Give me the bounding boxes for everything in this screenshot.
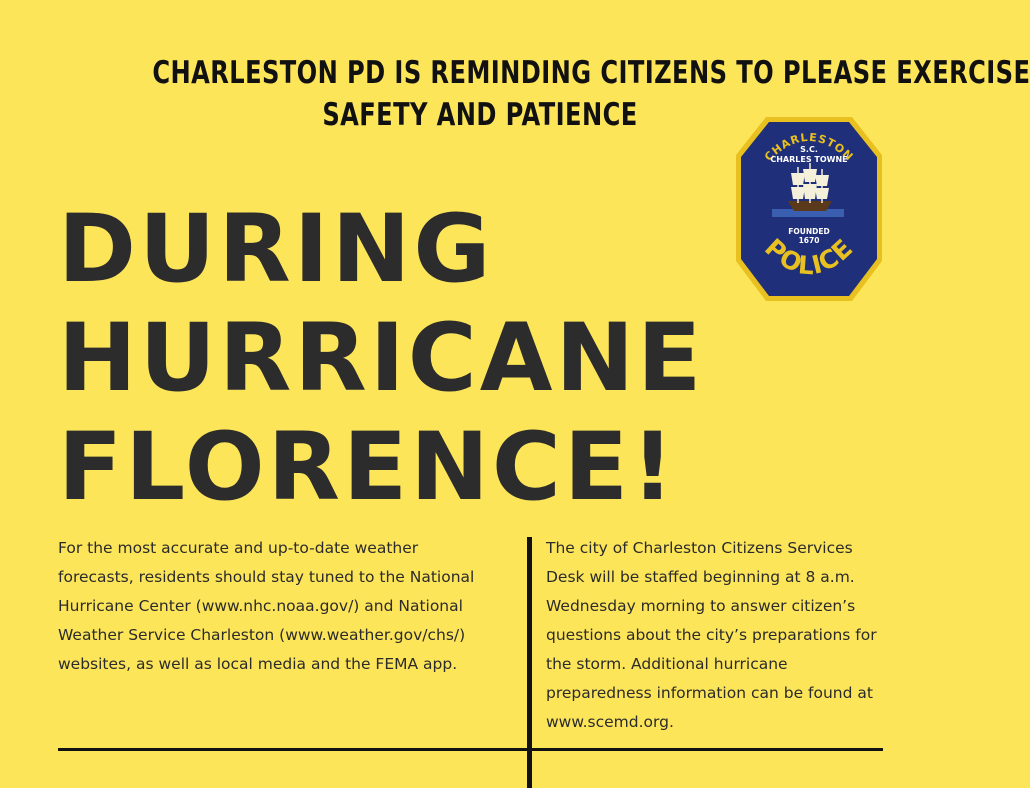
right-line-7: www.scemd.org.: [546, 713, 674, 731]
badge-year: 1670: [798, 236, 820, 245]
right-line-4: questions about the city’s preparations for: [546, 626, 877, 644]
left-line-4: Weather Service Charleston (www.weather.gov/chs/): [58, 626, 466, 644]
right-info-column: [546, 534, 921, 737]
badge-sub-2: CHARLES TOWNE: [770, 155, 848, 164]
badge-founded: FOUNDED: [788, 227, 830, 236]
left-line-1: For the most accurate and up-to-date weather: [58, 539, 419, 557]
main-title: [58, 195, 704, 522]
badge-bottom-text: POLICE: [759, 232, 859, 281]
headline: [152, 52, 1030, 136]
badge-sub-1: S.C.: [800, 145, 818, 154]
badge-top-text: CHARLESTON: [761, 130, 856, 164]
bottom-divider-horizontal: [58, 748, 883, 751]
right-line-5: the storm. Additional hurricane: [546, 655, 788, 673]
police-badge-logo: [736, 115, 882, 301]
right-line-1: The city of Charleston Citizens Services: [546, 539, 853, 557]
right-line-3: Wednesday morning to answer citizen’s: [546, 597, 856, 615]
right-line-6: preparedness information can be found at: [546, 684, 873, 702]
left-line-3: Hurricane Center (www.nhc.noaa.gov/) and National: [58, 597, 463, 615]
left-line-2: forecasts, residents should stay tuned to the National: [58, 568, 475, 586]
title-line-2: HURRICANE: [58, 304, 705, 413]
headline-line-1: CHARLESTON PD IS REMINDING CITIZENS TO PLEASE EXERCISE: [152, 55, 1030, 91]
headline-line-2: SAFETY AND PATIENCE: [322, 97, 638, 133]
title-line-1: DURING: [58, 195, 494, 304]
left-info-column: [58, 534, 518, 679]
title-line-3: FLORENCE!: [58, 413, 677, 522]
left-line-5: websites, as well as local media and the FEMA app.: [58, 655, 458, 673]
right-line-2: Desk will be staffed beginning at 8 a.m.: [546, 568, 855, 586]
